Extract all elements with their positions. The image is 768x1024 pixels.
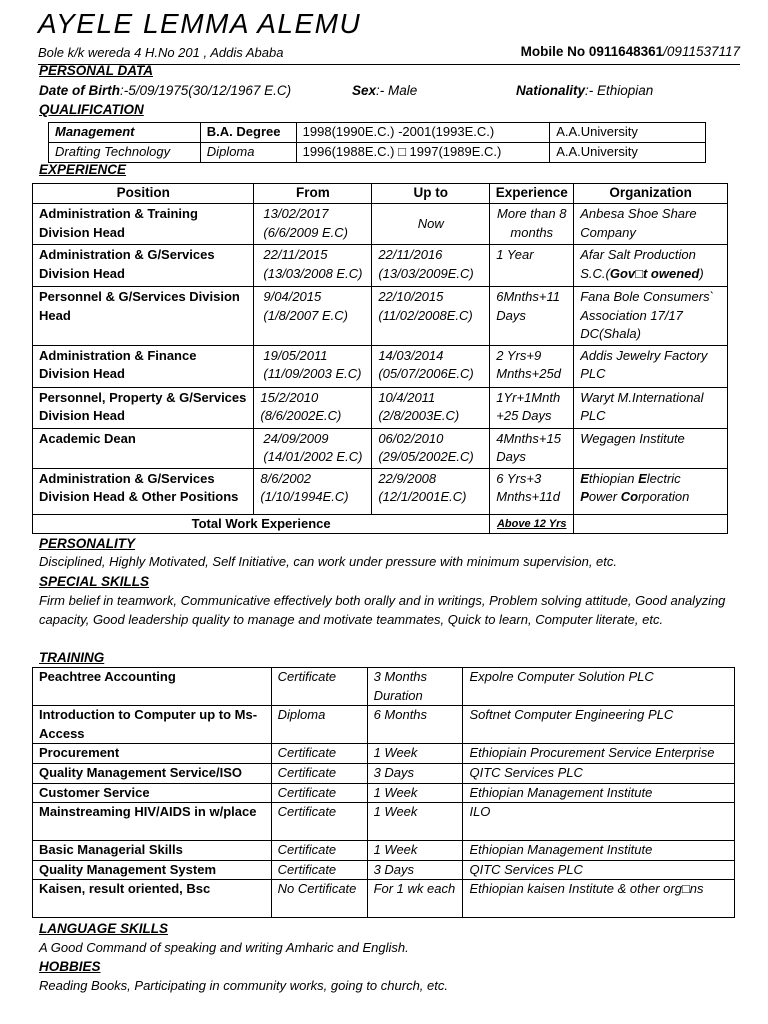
exp-organization [574, 468, 728, 514]
table-row [49, 123, 706, 143]
training-award: Certificate [271, 783, 367, 803]
training-award: Diploma [271, 706, 367, 744]
dob-label: Date of Birth [39, 83, 120, 98]
exp-organization: Wegagen Institute [574, 428, 728, 468]
table-row [33, 706, 735, 744]
training-award: Certificate [271, 744, 367, 764]
exp-position: Administration & G/Services Division Head & Other Positions [33, 468, 254, 514]
exp-from: 19/05/2011 (11/09/2003 E.C) [254, 345, 372, 387]
table-row [33, 880, 735, 918]
training-provider: QITC Services PLC [463, 763, 735, 783]
table-row [33, 287, 728, 346]
table-row [33, 763, 735, 783]
table-row [33, 668, 735, 706]
training-provider: Ethiopian Management Institute [463, 783, 735, 803]
qual-field: Drafting Technology [49, 143, 201, 163]
training-award: No Certificate [271, 880, 367, 918]
org-initial: E [580, 470, 589, 486]
training-course: Quality Management Service/ISO [33, 763, 272, 783]
exp-organization: Anbesa Shoe Share Company [574, 204, 728, 245]
org-text-end: ) [699, 265, 704, 281]
sex-label: Sex [352, 83, 377, 98]
org-text: rporation [638, 489, 690, 504]
qual-field: Management [49, 123, 201, 143]
hobbies-text: Reading Books, Participating in community works, going to church, etc. [39, 978, 448, 993]
qual-institution: A.A.University [550, 143, 706, 163]
nationality [516, 83, 653, 98]
org-text: ower [588, 489, 621, 504]
training-course: Peachtree Accounting [33, 668, 272, 706]
training-award: Certificate [271, 763, 367, 783]
personal-data-heading: PERSONAL DATA [39, 63, 154, 78]
exp-organization: Fana Bole Consumers` Association 17/17 DC(Shala) [574, 287, 728, 346]
training-course: Basic Managerial Skills [33, 841, 272, 861]
mobile-primary: Mobile No 0911648361 [520, 44, 664, 59]
col-experience: Experience [490, 184, 574, 204]
exp-duration: More than 8 months [490, 204, 574, 245]
training-award: Certificate [271, 803, 367, 841]
org-initial: E [638, 470, 647, 486]
qual-years: 1996(1988E.C.) □ 1997(1989E.C.) [296, 143, 550, 163]
col-position: Position [33, 184, 254, 204]
training-course: Customer Service [33, 783, 272, 803]
exp-from: 13/02/2017 (6/6/2009 E.C) [254, 204, 372, 245]
exp-position: Personnel & G/Services Division Head [33, 287, 254, 346]
col-from: From [254, 184, 372, 204]
training-provider: ILO [463, 803, 735, 841]
org-text: lectric [646, 470, 681, 486]
exp-from: 24/09/2009 (14/01/2002 E.C) [254, 428, 372, 468]
exp-upto: 14/03/2014 (05/07/2006E.C) [372, 345, 490, 387]
language-skills-heading: LANGUAGE SKILLS [39, 921, 169, 936]
qual-degree: Diploma [200, 143, 296, 163]
training-provider: Ethiopian Management Institute [463, 841, 735, 861]
date-of-birth [39, 83, 291, 98]
training-provider: Expolre Computer Solution PLC [463, 668, 735, 706]
exp-duration: 1Yr+1Mnth +25 Days [490, 387, 574, 428]
training-provider: Ethiopiain Procurement Service Enterprise [463, 744, 735, 764]
personality-heading: PERSONALITY [39, 536, 136, 551]
cv-name: AYELE LEMMA ALEMU [38, 8, 362, 39]
table-row [33, 204, 728, 245]
nationality-label: Nationality [516, 83, 586, 98]
qualification-heading: QUALIFICATION [39, 102, 144, 117]
exp-upto: 22/10/2015 (11/02/2008E.C) [372, 287, 490, 346]
exp-position: Administration & Finance Division Head [33, 345, 254, 387]
table-row [33, 744, 735, 764]
table-row [33, 387, 728, 428]
exp-upto: 22/9/2008 (12/1/2001E.C) [372, 468, 490, 514]
exp-from: 8/6/2002 (1/10/1994E.C) [254, 468, 372, 514]
exp-from: 22/11/2015 (13/03/2008 E.C) [254, 245, 372, 287]
exp-organization: Addis Jewelry Factory PLC [574, 345, 728, 387]
table-row [33, 860, 735, 880]
table-row [49, 143, 706, 163]
training-duration: 1 Week [367, 783, 463, 803]
exp-organization [574, 245, 728, 287]
exp-duration: 4Mnths+15 Days [490, 428, 574, 468]
table-row [33, 345, 728, 387]
training-duration: 1 Week [367, 744, 463, 764]
special-skills-text: Firm belief in teamwork, Communicative effectively both orally and in writings, Problem solving attitude, Good analyzing capacity, Good leadership quality to manage and motivate teammates, Quick to learn, Computer literate, etc. [39, 593, 726, 627]
sex [352, 83, 417, 98]
training-provider: QITC Services PLC [463, 860, 735, 880]
exp-position: Administration & G/Services Division Head [33, 245, 254, 287]
training-duration: 3 Days [367, 860, 463, 880]
org-initial: Co [620, 489, 639, 504]
exp-upto: Now [372, 204, 490, 245]
exp-duration: 1 Year [490, 245, 574, 287]
exp-from: 15/2/2010 (8/6/2002E.C) [254, 387, 372, 428]
qualification-table [48, 122, 706, 163]
address: Bole k/k wereda 4 H.No 201 , Addis Ababa [38, 45, 284, 60]
table-row [33, 783, 735, 803]
exp-from: 9/04/2015 (1/8/2007 E.C) [254, 287, 372, 346]
table-row [33, 428, 728, 468]
org-text: Afar Salt Production S.C.( [580, 247, 696, 281]
exp-upto: 10/4/2011 (2/8/2003E.C) [372, 387, 490, 428]
training-course: Quality Management System [33, 860, 272, 880]
exp-duration: 6Mnths+11 Days [490, 287, 574, 346]
training-award: Certificate [271, 860, 367, 880]
language-skills-text: A Good Command of speaking and writing Amharic and English. [39, 940, 409, 955]
exp-organization: Waryt M.International PLC [574, 387, 728, 428]
total-empty-cell [574, 514, 728, 534]
nationality-value: :- Ethiopian [585, 83, 654, 98]
table-header-row [33, 184, 728, 204]
org-text: thiopian [588, 470, 639, 486]
training-duration: 3 Days [367, 763, 463, 783]
qual-institution: A.A.University [550, 123, 706, 143]
sex-value: :- Male [376, 83, 418, 98]
qual-years: 1998(1990E.C.) -2001(1993E.C.) [296, 123, 550, 143]
training-heading: TRAINING [39, 650, 105, 665]
qual-degree: B.A. Degree [200, 123, 296, 143]
org-bold-text: Gov□t owened [609, 265, 700, 281]
mobile-numbers [521, 44, 740, 59]
mobile-alternate: /0911537117 [663, 44, 740, 59]
training-duration: 3 Months Duration [367, 668, 463, 706]
exp-duration: 6 Yrs+3 Mnths+11d [490, 468, 574, 514]
training-duration: 1 Week [367, 841, 463, 861]
training-duration: 6 Months [367, 706, 463, 744]
total-value: Above 12 Yrs [490, 514, 574, 534]
training-duration: 1 Week [367, 803, 463, 841]
exp-position: Administration & Training Division Head [33, 204, 254, 245]
exp-position: Personnel, Property & G/Services Division Head [33, 387, 254, 428]
training-duration: For 1 wk each [367, 880, 463, 918]
experience-heading: EXPERIENCE [39, 162, 127, 177]
total-row [33, 514, 728, 534]
training-course: Introduction to Computer up to Ms-Access [33, 706, 272, 744]
exp-upto: 22/11/2016 (13/03/2009E.C) [372, 245, 490, 287]
exp-duration: 2 Yrs+9 Mnths+25d [490, 345, 574, 387]
training-course: Procurement [33, 744, 272, 764]
hobbies-heading: HOBBIES [39, 959, 101, 974]
training-course: Mainstreaming HIV/AIDS in w/place [33, 803, 272, 841]
total-label: Total Work Experience [33, 514, 490, 534]
training-provider: Ethiopian kaisen Institute & other org□ns [463, 880, 735, 918]
training-provider: Softnet Computer Engineering PLC [463, 706, 735, 744]
special-skills-heading: SPECIAL SKILLS [39, 574, 150, 589]
exp-position: Academic Dean [33, 428, 254, 468]
col-organization: Organization [574, 184, 728, 204]
experience-table [32, 183, 728, 534]
training-table [32, 667, 735, 918]
personality-text: Disciplined, Highly Motivated, Self Initiative, can work under pressure with minimum supervision, etc. [39, 554, 618, 569]
table-row [33, 803, 735, 841]
table-row [33, 841, 735, 861]
exp-upto: 06/02/2010 (29/05/2002E.C) [372, 428, 490, 468]
dob-value: :-5/09/1975(30/12/1967 E.C) [120, 83, 292, 98]
table-row [33, 245, 728, 287]
training-course: Kaisen, result oriented, Bsc [33, 880, 272, 918]
org-initial: P [580, 489, 589, 504]
training-award: Certificate [271, 841, 367, 861]
col-upto: Up to [372, 184, 490, 204]
training-award: Certificate [271, 668, 367, 706]
table-row [33, 468, 728, 514]
